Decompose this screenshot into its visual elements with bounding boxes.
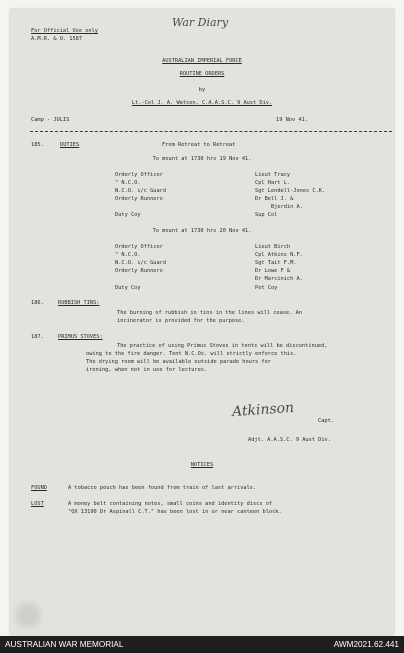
handwritten-note: War Diary <box>172 16 229 29</box>
order-186-heading: RUBBISH TINS: <box>58 300 100 306</box>
lost-label: LOST <box>31 501 44 507</box>
order-187-line: The drying room will be available outside parade hours for <box>86 359 271 365</box>
duty-name: Lieut Tracy <box>255 172 291 178</box>
duty-name: Dr Lowe F & <box>255 268 291 274</box>
issuing-officer: Lt.-Col J. A. Watson, C.A.A.S.C. 9 Aust Div. <box>131 100 273 106</box>
duty-role: N.C.O. i/c Guard <box>115 188 167 194</box>
signatory-appointment: Adjt. A.A.S.C. 9 Aust Div. <box>248 437 331 443</box>
order-date: 19 Nov 41. <box>276 117 308 123</box>
duty-role: " N.C.O. <box>115 180 141 186</box>
paper-corner-mark <box>11 598 45 632</box>
found-label: FOUND <box>31 485 47 491</box>
order-187-line: owing to the fire danger. Tent N.C.Os. will strictly enforce this. <box>86 351 297 357</box>
order-187-line: ironing, when not in use for lectures. <box>86 367 208 373</box>
duty-name: Dr Bell J. & <box>255 196 294 202</box>
duty-name: Sgt Tait F.M. <box>255 260 297 266</box>
duty-role: Duty Coy <box>115 285 141 291</box>
order-186-line: incinerator is provided for the purpose. <box>117 318 245 324</box>
document-subtitle: ROUTINE ORDERS <box>179 71 225 77</box>
header-divider <box>30 131 392 132</box>
duty-role: " N.C.O. <box>115 252 141 258</box>
order-185-number: 185. <box>31 142 44 148</box>
by-line: by <box>198 87 206 93</box>
mount-time-2: To mount at 1730 hrs 20 Nov 41. <box>152 228 252 234</box>
order-187-line: The practice of using Primus Stoves in tents will be discontinued, <box>117 343 328 349</box>
mount-time-1: To mount at 1730 hrs 19 Nov 41. <box>152 156 252 162</box>
order-186-line: The burning of rubbish in tins in the lines will cease. An <box>117 310 302 316</box>
duty-role: Orderly Officer <box>115 244 163 250</box>
duty-role: N.C.O. i/c Guard <box>115 260 167 266</box>
duty-name: Pet Coy <box>255 285 278 291</box>
order-185-heading: DUTIES <box>60 142 80 148</box>
duty-role: Orderly Runners <box>115 196 163 202</box>
archive-footer <box>0 636 404 653</box>
duty-name: Bjerdin A. <box>271 204 303 210</box>
duty-role: Duty Coy <box>115 212 141 218</box>
order-185-subheading: From Retreat to Retreat <box>162 142 236 148</box>
duty-name: Sup Col <box>255 212 278 218</box>
camp-name: Camp - JULIS <box>31 117 70 123</box>
signature: Atkinson <box>231 399 295 421</box>
form-reference: A.M.R. & O. 1587 <box>31 36 83 42</box>
duty-name: Sgt Lendell-Jones C.K. <box>255 188 326 194</box>
signatory-rank: Capt. <box>318 418 334 424</box>
notices-heading: NOTICES <box>190 462 214 468</box>
official-use-label: For Official Use only <box>31 28 98 34</box>
duty-name: Cpl Atkins N.F. <box>255 252 303 258</box>
found-text: A tobacco pouch has been found from train of last arrivals. <box>68 485 257 491</box>
duty-name: Lieut Birch <box>255 244 291 250</box>
duty-role: Orderly Officer <box>115 172 163 178</box>
duty-name: Dr Marcinich A. <box>255 276 303 282</box>
order-186-number: 186. <box>31 300 44 306</box>
order-187-heading: PRIMUS STOVES: <box>58 334 103 340</box>
order-187-number: 187. <box>31 334 44 340</box>
duty-name: Cpl Hart L. <box>255 180 291 186</box>
lost-text-line: A money belt containing notes, small coins and identity discs of <box>68 501 273 507</box>
footer-accession-number: AWM2021.62.441 <box>333 640 399 649</box>
lost-text-line: "QX 13190 Dr Aspinall C.T." has been lost in or near canteen block. <box>68 509 282 515</box>
footer-institution: AUSTRALIAN WAR MEMORIAL <box>5 640 124 649</box>
duty-role: Orderly Runners <box>115 268 163 274</box>
document-title: AUSTRALIAN IMPERIAL FORCE <box>162 58 242 64</box>
